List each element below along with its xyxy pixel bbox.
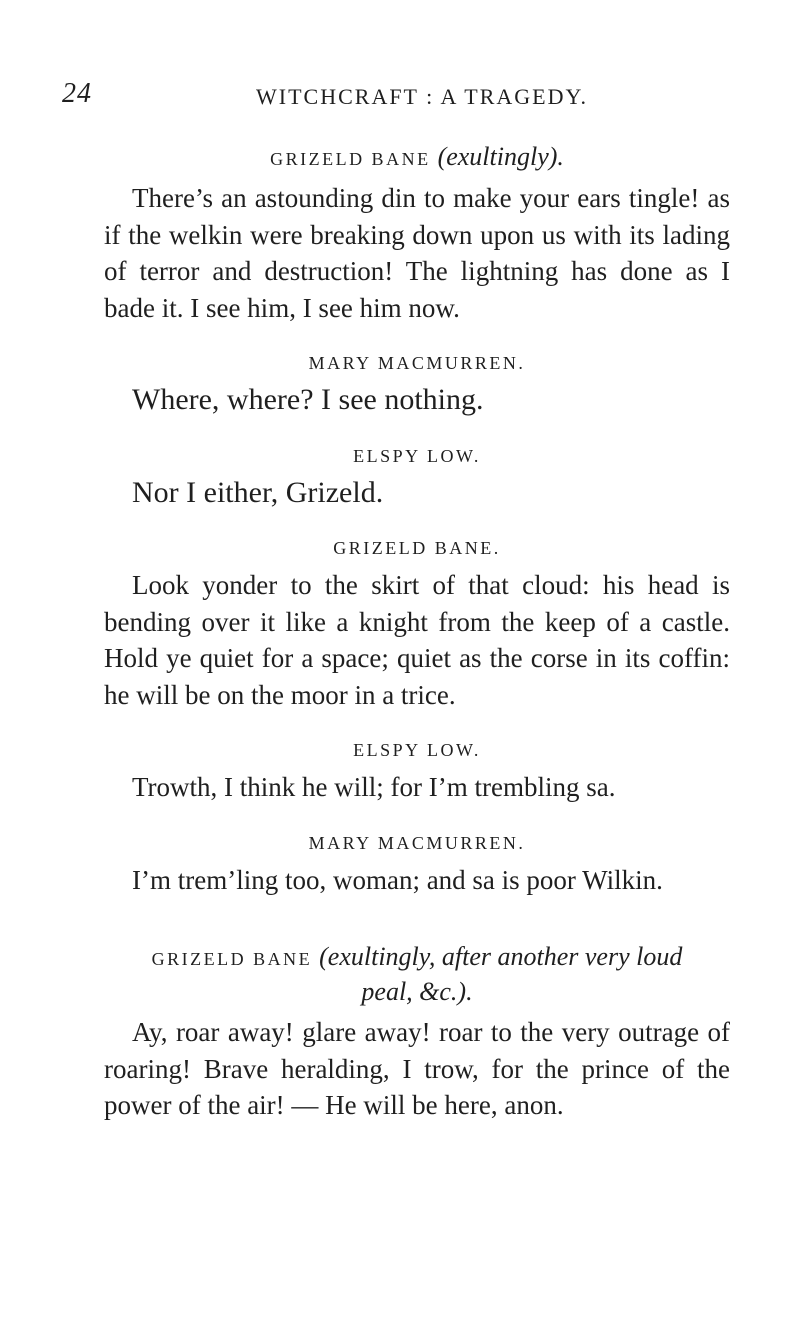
speech: Nor I either, Grizeld. — [132, 475, 384, 509]
speaker-name: GRIZELD BANE — [270, 149, 431, 169]
page-header — [0, 78, 800, 118]
speaker-heading: ELSPY LOW. — [353, 740, 481, 760]
speech: Look yonder to the skirt of that cloud: his head is bending over it like a knight from the keep of a castle. Hold ye quiet for a space; quiet as the corse in its coffin: he will be on the moor in a trice. — [104, 570, 730, 710]
stage-direction: (exultingly, after another very loud — [319, 942, 683, 971]
stage-direction-continued: peal, &c.). — [361, 977, 473, 1006]
speaker-heading: GRIZELD BANE. — [333, 538, 501, 558]
page-number: 24 — [62, 78, 92, 109]
speaker-name: GRIZELD BANE — [151, 949, 313, 969]
speaker-heading: MARY MACMURREN. — [308, 832, 526, 853]
speech: Trowth, I think he will; for I’m trembling sa. — [132, 772, 616, 802]
speech: I’m trem’ling too, woman; and sa is poor Wilkin. — [132, 864, 663, 895]
speech: There’s an astounding din to make your ears tingle! as if the welkin were breaking down upon us with its lading of terror and destruction! The lightning has done as I bade it. I see him, I see him now. — [104, 183, 730, 323]
stage-direction: (exultingly). — [437, 142, 564, 171]
speaker-heading — [104, 942, 730, 974]
running-head: WITCHCRAFT : A TRAGEDY. — [256, 84, 589, 109]
speech: Where, where? I see nothing. — [132, 383, 484, 416]
speech: Ay, roar away! glare away! roar to the very outrage of roaring! Brave heralding, I trow, for the prince of the power of the air! — He will be here, anon. — [104, 1017, 730, 1120]
speaker-heading: ELSPY LOW. — [353, 445, 481, 466]
speaker-heading — [104, 142, 730, 174]
play-text — [104, 142, 730, 1124]
speaker-heading: MARY MACMURREN. — [308, 353, 526, 373]
